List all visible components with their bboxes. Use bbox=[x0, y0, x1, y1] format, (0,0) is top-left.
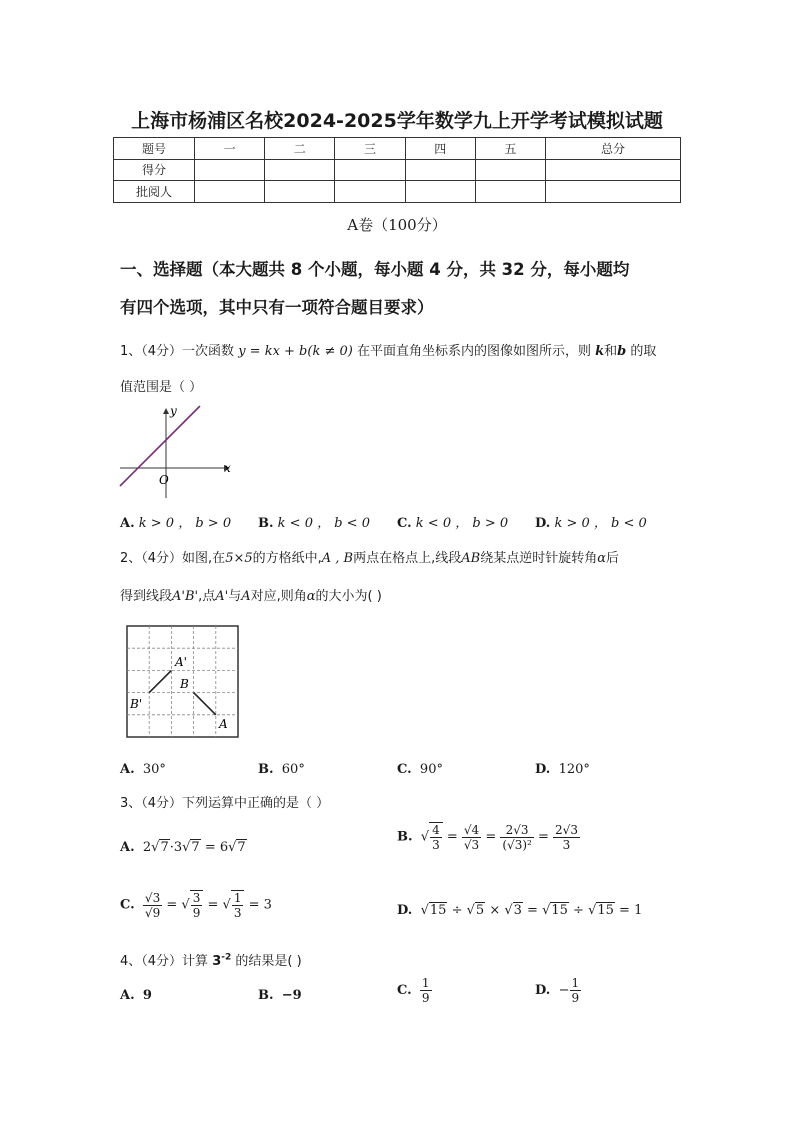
q4-option-d[interactable]: D. − $\frac{1}{9}$ bbox=[535, 976, 580, 1005]
table-row bbox=[114, 181, 681, 203]
q2-text: 两点在格点上,线段 bbox=[353, 551, 462, 566]
q2-option-c[interactable]: C. 90° bbox=[397, 762, 443, 777]
q2-alpha: α bbox=[306, 589, 316, 604]
label-b: B bbox=[180, 677, 189, 691]
q1-option-d[interactable]: D. k > 0 ， b < 0 bbox=[535, 516, 647, 531]
q2-alpha: α bbox=[597, 551, 606, 566]
q2-text: 与 bbox=[228, 589, 242, 604]
q4-text: 的结果是( ) bbox=[235, 954, 302, 969]
q2-text: 绕某点逆时针旋转角 bbox=[480, 551, 598, 566]
q3-option-b[interactable]: B. √ $\frac{4}{3}$ = $\frac{√4}{√3}$ = $\frac{2√3}{\text{(√3)²}}$ = $\frac{2√3}{3}$ bbox=[397, 822, 578, 852]
table-row bbox=[114, 138, 681, 160]
q2-points: A , B bbox=[321, 551, 354, 566]
table-cell[interactable] bbox=[265, 159, 335, 181]
score-table bbox=[113, 137, 681, 203]
q3-option-a[interactable]: A. 2√7·3√7 = 6√7 bbox=[120, 840, 246, 855]
q2-apbp: A'B' bbox=[172, 589, 199, 604]
q4-text: 4、（4分）计算 bbox=[120, 954, 209, 969]
q1-stem-line2: 值范围是（ ） bbox=[120, 380, 203, 395]
table-cell: 得分 bbox=[114, 159, 195, 181]
q1-prefix: 1、（4分）一次函数 bbox=[120, 344, 235, 359]
q4-option-b[interactable]: B. −9 bbox=[258, 988, 302, 1003]
table-cell: 题号 bbox=[114, 138, 195, 160]
q2-option-a[interactable]: A. 30° bbox=[120, 762, 166, 777]
q3-option-c[interactable]: C. $\frac{√3}{√9}$ = √ $\frac{3}{9}$ = √ $\frac{1}{3}$ = 3 bbox=[120, 890, 272, 920]
q2-text: 对应,则角 bbox=[250, 589, 307, 604]
table-row bbox=[114, 159, 681, 181]
q1-and: 和 bbox=[604, 344, 618, 359]
q1-formula: y = kx + b(k ≠ 0) bbox=[238, 344, 353, 359]
section-heading-line2: 有四个选项，其中只有一项符合题目要求） bbox=[120, 298, 434, 317]
segment-apbp bbox=[149, 670, 171, 692]
table-cell: 一 bbox=[195, 138, 265, 160]
q1-k: k bbox=[595, 344, 605, 359]
q2-text: 后 bbox=[606, 551, 620, 566]
q4-stem bbox=[120, 950, 680, 969]
table-cell[interactable] bbox=[195, 181, 265, 203]
q1-mid: 在平面直角坐标系内的图像如图所示，则 bbox=[356, 344, 591, 359]
q1-tail: 的取 bbox=[630, 344, 657, 359]
y-axis-arrow-icon bbox=[163, 408, 169, 414]
y-axis-label: y bbox=[170, 404, 177, 418]
label-b-prime: B' bbox=[130, 697, 143, 711]
table-cell[interactable] bbox=[546, 181, 681, 203]
q2-text: 2、（4分）如图,在 bbox=[120, 551, 226, 566]
table-cell: 总分 bbox=[546, 138, 681, 160]
table-cell[interactable] bbox=[405, 159, 475, 181]
q1-b: b bbox=[617, 344, 627, 359]
volume-heading: A卷（100分） bbox=[347, 216, 447, 234]
table-cell[interactable] bbox=[546, 159, 681, 181]
q1-option-a[interactable]: A. k > 0 ， b > 0 bbox=[120, 516, 232, 531]
q2-ab: AB bbox=[461, 551, 481, 566]
q2-grid-figure bbox=[124, 622, 242, 742]
q2-option-b[interactable]: B. 60° bbox=[258, 762, 305, 777]
table-cell: 二 bbox=[265, 138, 335, 160]
q2-stem-line2 bbox=[120, 585, 680, 604]
table-cell: 批阅人 bbox=[114, 181, 195, 203]
table-cell[interactable] bbox=[405, 181, 475, 203]
table-cell[interactable] bbox=[475, 181, 545, 203]
table-cell: 五 bbox=[475, 138, 545, 160]
q2-option-d[interactable]: D. 120° bbox=[535, 762, 590, 777]
table-cell[interactable] bbox=[195, 159, 265, 181]
q1-graph bbox=[116, 402, 236, 502]
page-title: 上海市杨浦区名校2024-2025学年数学九上开学考试模拟试题 bbox=[131, 110, 663, 132]
q4-base: 3 bbox=[212, 954, 222, 969]
q2-a: A bbox=[241, 589, 251, 604]
x-axis-label: x bbox=[224, 461, 231, 475]
q4-exponent: -2 bbox=[221, 952, 232, 963]
table-cell[interactable] bbox=[265, 181, 335, 203]
table-cell[interactable] bbox=[335, 159, 405, 181]
origin-label: O bbox=[159, 473, 169, 487]
q1-option-b[interactable]: B. k < 0 ， b < 0 bbox=[258, 516, 370, 531]
q2-ap: A' bbox=[215, 589, 229, 604]
section-heading-line1: 一、选择题（本大题共 8 个小题，每小题 4 分，共 32 分，每小题均 bbox=[120, 260, 630, 279]
table-cell[interactable] bbox=[335, 181, 405, 203]
q2-stem bbox=[120, 547, 690, 566]
table-cell[interactable] bbox=[475, 159, 545, 181]
table-cell: 三 bbox=[335, 138, 405, 160]
q2-text: 的方格纸中, bbox=[252, 551, 322, 566]
q1-option-c[interactable]: C. k < 0 ， b > 0 bbox=[397, 516, 509, 531]
q4-option-c[interactable]: C. $\frac{1}{9}$ bbox=[397, 976, 430, 1005]
q2-text: ,点 bbox=[198, 589, 216, 604]
table-cell: 四 bbox=[405, 138, 475, 160]
label-a: A bbox=[219, 717, 228, 731]
segment-ab bbox=[194, 693, 216, 715]
q4-option-a[interactable]: A. 9 bbox=[120, 988, 152, 1003]
q3-option-d[interactable]: D. √15 ÷ √5 × √3 = √15 ÷ √15 = 1 bbox=[397, 903, 643, 918]
q2-text: 得到线段 bbox=[120, 589, 173, 604]
label-a-prime: A' bbox=[175, 655, 187, 669]
q2-grid: 5×5 bbox=[225, 551, 253, 566]
q3-stem: 3、（4分）下列运算中正确的是（ ） bbox=[120, 796, 330, 811]
q1-stem bbox=[120, 340, 680, 359]
q2-text: 的大小为( ) bbox=[315, 589, 382, 604]
